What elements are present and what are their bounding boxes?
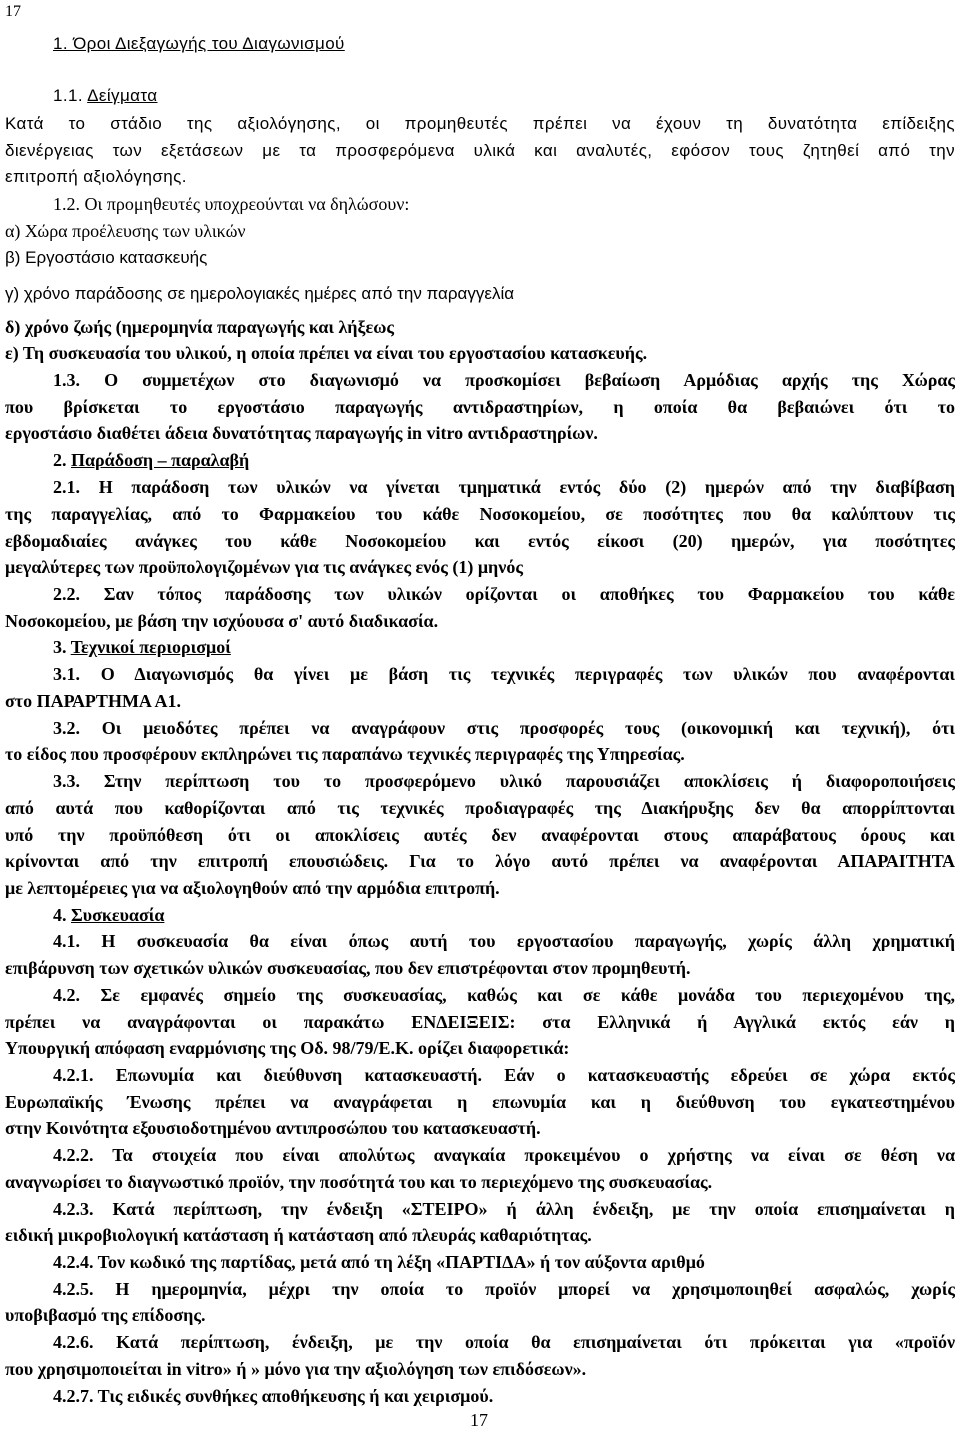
- text-line: [0, 219, 960, 243]
- text-segment: Δείγματα: [87, 86, 158, 105]
- text-segment: διενέργειας των εξετάσεων με τα προσφερόμενα υλικά και αναλυτές, εφόσον τους ζητηθεί από την: [5, 141, 955, 160]
- text-line: [0, 32, 960, 56]
- text-line: [0, 1277, 960, 1301]
- text-line-content: [5, 1357, 586, 1381]
- text-line: [0, 929, 960, 953]
- text-line-content: [5, 529, 955, 553]
- text-line-content: [53, 32, 345, 56]
- text-line: [0, 341, 960, 365]
- text-line: [0, 662, 960, 686]
- text-segment: Ευρωπαϊκής Ένωσης πρέπει να αναγράφεται η επωνυμία και η διεύθυνση του εγκατεστημένου: [5, 1092, 955, 1112]
- text-segment: γ) χρόνο παράδοσης σε ημερολογιακές ημέρες από την παραγγελία: [5, 284, 515, 303]
- text-line: [0, 609, 960, 633]
- text-segment: α) Χώρα προέλευσης των υλικών: [5, 221, 246, 241]
- text-line-content: [5, 315, 394, 339]
- text-line-content: [5, 341, 647, 365]
- text-segment: Συσκευασία: [71, 905, 165, 925]
- text-segment: Παράδοση – παραλαβή: [71, 450, 250, 470]
- text-segment: 1.1.: [53, 86, 88, 105]
- text-line-content: [53, 1197, 955, 1221]
- text-line: [0, 502, 960, 526]
- text-line: [0, 84, 960, 108]
- text-line-content: [53, 1277, 955, 1301]
- text-segment: 4.2.1. Επωνυμία και διεύθυνση κατασκευαστή. Εάν ο κατασκευαστής εδρεύει σε χώρα εκτός: [53, 1065, 955, 1085]
- text-line-content: [5, 876, 500, 900]
- text-segment: 3.1. Ο Διαγωνισμός θα γίνει με βάση τις τεχνικές περιγραφές των υλικών που αναφέρονται: [53, 664, 955, 684]
- text-line: [0, 742, 960, 766]
- text-line: [0, 716, 960, 740]
- text-segment: Τεχνικοί περιορισμοί: [70, 637, 231, 657]
- text-segment: από αυτά που καθορίζονται από τις τεχνικές προδιαγραφές της Διακήρυξης δεν θα απορρίπτονται: [5, 798, 955, 818]
- text-line: [0, 1090, 960, 1114]
- text-line: [0, 769, 960, 793]
- text-segment: της παραγγελίας, από το Φαρμακείου του κάθε Νοσοκομείου, σε ποσότητες που θα καλύπτουν τις: [5, 504, 955, 524]
- text-segment: 4.2.3. Κατά περίπτωση, την ένδειξη «ΣΤΕΙΡΟ» ή άλλη ένδειξη, με την οποία επισημαίνεται η: [53, 1199, 955, 1219]
- text-line-content: [5, 956, 691, 980]
- text-line: [0, 1250, 960, 1274]
- text-line: [0, 1303, 960, 1327]
- text-segment: 4.: [53, 905, 71, 925]
- text-line: [0, 849, 960, 873]
- text-line: [0, 1384, 960, 1408]
- text-line: [0, 246, 960, 270]
- text-line: [0, 823, 960, 847]
- text-line: [0, 282, 960, 306]
- text-line: [0, 315, 960, 339]
- text-segment: ειδική μικροβιολογική κατάσταση ή κατάσταση από πλευράς καθαριότητας.: [5, 1225, 592, 1245]
- text-line-content: [53, 1330, 955, 1354]
- text-line-content: [53, 1143, 955, 1167]
- text-segment: 1.3. Ο συμμετέχων στο διαγωνισμό να προσκομίσει βεβαίωση Αρμόδιας αρχής της Χώρας: [53, 370, 955, 390]
- text-line: [0, 796, 960, 820]
- text-line: [0, 1010, 960, 1034]
- text-line: [0, 368, 960, 392]
- text-segment: μεγαλύτερες των προϋπολογιζομένων για τις ανάγκες ενός (1) μηνός: [5, 557, 523, 577]
- text-segment: 3.2. Οι μειοδότες πρέπει να αναγράφουν στις προσφορές τους (οικονομική και τεχνική), ότι: [53, 718, 955, 738]
- text-line: [0, 395, 960, 419]
- text-line-content: [5, 282, 514, 306]
- text-line: [0, 1036, 960, 1060]
- text-line-content: [53, 368, 955, 392]
- text-line-content: [5, 823, 955, 847]
- text-line-content: [53, 1063, 955, 1087]
- text-line: [0, 448, 960, 472]
- text-line-content: [5, 1036, 569, 1060]
- text-line-content: [5, 796, 955, 820]
- text-segment: 4.1. Η συσκευασία θα είναι όπως αυτή του εργοστασίου παραγωγής, χωρίς άλλη χρηματική: [53, 931, 955, 951]
- text-line-content: [5, 246, 207, 270]
- text-line-content: [5, 421, 598, 445]
- text-segment: 3.: [53, 637, 71, 657]
- text-segment: Νοσοκομείου, με βάση την ισχύουσα σ' αυτό διαδικασία.: [5, 611, 439, 631]
- text-line-content: [5, 502, 955, 526]
- text-line-content: [5, 742, 685, 766]
- text-segment: που χρησιμοποιείται in vitro» ή » μόνο για την αξιολόγηση των επιδόσεων».: [5, 1359, 587, 1379]
- text-line-content: [53, 582, 955, 606]
- text-segment: β) Εργοστάσιο κατασκευής: [5, 248, 208, 267]
- page-number-bottom: 17: [470, 1410, 488, 1430]
- text-segment: 4.2.5. Η ημερομηνία, μέχρι την οποία το προϊόν μπορεί να χρησιμοποιηθεί ασφαλώς, χωρίς: [53, 1279, 955, 1299]
- text-line-content: [5, 849, 955, 873]
- text-line: [0, 876, 960, 900]
- text-segment: Κατά το στάδιο της αξιολόγησης, οι προμηθευτές πρέπει να έχουν τη δυνατότητα επίδειξης: [5, 114, 955, 133]
- text-segment: 2.: [53, 450, 71, 470]
- text-line: [0, 1330, 960, 1354]
- text-line: [0, 956, 960, 980]
- text-line: [0, 555, 960, 579]
- text-line: [0, 1116, 960, 1140]
- text-segment: αναγνωρίσει το διαγνωστικό προϊόν, την ποσότητά του και το περιεχόμενο της συσκευασίας.: [5, 1172, 713, 1192]
- text-segment: που βρίσκεται το εργοστάσιο παραγωγής αντιδραστηρίων, η οποία θα βεβαιώνει ότι το: [5, 397, 955, 417]
- text-line: [0, 1197, 960, 1221]
- text-line-content: [53, 769, 955, 793]
- text-segment: 4.2.2. Τα στοιχεία που είναι απολύτως αναγκαία προκειμένου ο χρήστης να είναι σε θέση να: [53, 1145, 955, 1165]
- text-segment: επιτροπή αξιολόγησης.: [5, 167, 187, 186]
- text-segment: με λεπτομέρειες για να αξιολογηθούν από την αρμόδια επιτροπή.: [5, 878, 500, 898]
- text-segment: εβδομαδιαίες ανάγκες του κάθε Νοσοκομείου και εντός είκοσι (20) ημερών, για ποσότητες: [5, 531, 955, 551]
- text-line-content: [53, 192, 409, 216]
- text-line-content: [53, 929, 955, 953]
- page-number-top: 17: [5, 3, 21, 20]
- text-line-content: [5, 1223, 592, 1247]
- text-line-content: [5, 1170, 712, 1194]
- text-line: [0, 582, 960, 606]
- text-segment: 1. Όροι Διεξαγωγής του Διαγωνισμού: [53, 34, 345, 53]
- text-segment: 4.2. Σε εμφανές σημείο της συσκευασίας, καθώς και σε κάθε μονάδα του περιεχομένου της,: [53, 985, 955, 1005]
- text-line-content: [5, 395, 955, 419]
- text-line-content: [5, 555, 523, 579]
- text-line: [0, 192, 960, 216]
- text-line-content: [53, 1250, 705, 1274]
- text-segment: ε) Τη συσκευασία του υλικού, η οποία πρέπει να είναι του εργοστασίου κατασκευής.: [5, 343, 648, 363]
- text-segment: 4.2.6. Κατά περίπτωση, ένδειξη, με την οποία θα επισημαίνεται ότι πρόκειται για «προϊόν: [53, 1332, 955, 1352]
- text-line: [0, 139, 960, 163]
- text-line-content: [53, 1384, 493, 1408]
- text-segment: 2.2. Σαν τόπος παράδοσης των υλικών ορίζονται οι αποθήκες του Φαρμακείου του κάθε: [53, 584, 955, 604]
- text-line-content: [53, 903, 164, 927]
- text-line-content: [53, 635, 231, 659]
- text-line: [0, 1143, 960, 1167]
- text-segment: 1.2. Οι προμηθευτές υποχρεούνται να δηλώσουν:: [53, 194, 410, 214]
- text-segment: πρέπει να αναγράφονται οι παρακάτω ΕΝΔΕΙΞΕΙΣ: στα Ελληνικά ή Αγγλικά εκτός εάν η: [5, 1012, 955, 1032]
- text-line-content: [5, 219, 246, 243]
- text-line: [0, 983, 960, 1007]
- text-line: [0, 635, 960, 659]
- text-line: [0, 529, 960, 553]
- text-segment: 2.1. Η παράδοση των υλικών να γίνεται τμηματικά εντός δύο (2) ημερών από την διαβίβαση: [53, 477, 955, 497]
- text-segment: επιβάρυνση των σχετικών υλικών συσκευασίας, που δεν επιστρέφονται στον προμηθευτή.: [5, 958, 691, 978]
- text-line-content: [53, 662, 955, 686]
- text-segment: στο ΠΑΡΑΡΤΗΜΑ Α1.: [5, 691, 181, 711]
- text-line: [0, 165, 960, 189]
- text-segment: κρίνονται από την επιτροπή επουσιώδεις. Για το λόγο αυτό πρέπει να αναφέρονται ΑΠΑΡΑΙΤΗΤΑ: [5, 851, 955, 871]
- text-segment: το είδος που προσφέρουν εκπληρώνει τις παραπάνω τεχνικές περιγραφές της Υπηρεσίας.: [5, 744, 685, 764]
- text-line-content: [5, 1116, 541, 1140]
- text-line-content: [5, 689, 181, 713]
- text-segment: στην Κοινότητα εξουσιοδοτημένου αντιπροσώπου του κατασκευαστή.: [5, 1118, 541, 1138]
- text-line-content: [5, 139, 955, 163]
- text-line-content: [5, 1010, 955, 1034]
- text-line-content: [5, 1090, 955, 1114]
- text-segment: εργοστάσιο διαθέτει άδεια δυνατότητας παραγωγής in vitro αντιδραστηρίων.: [5, 423, 598, 443]
- text-line: [0, 1357, 960, 1381]
- text-segment: Υπουργική απόφαση εναρμόνισης της Οδ. 98/79/Ε.Κ. ορίζει διαφορετικά:: [5, 1038, 570, 1058]
- text-segment: 3.3. Στην περίπτωση του το προσφερόμενο υλικό παρουσιάζει αποκλίσεις ή διαφοροποιήσεις: [53, 771, 955, 791]
- text-line: [0, 1063, 960, 1087]
- text-line-content: [53, 983, 955, 1007]
- text-segment: δ) χρόνο ζωής (ημερομηνία παραγωγής και λήξεως: [5, 317, 394, 337]
- text-line: [0, 903, 960, 927]
- text-line-content: [5, 165, 187, 189]
- text-line-content: [53, 716, 955, 740]
- text-line: [0, 421, 960, 445]
- text-line-content: [53, 448, 249, 472]
- text-line: [0, 475, 960, 499]
- text-line-content: [53, 475, 955, 499]
- text-line: [0, 1223, 960, 1247]
- text-segment: 4.2.4. Τον κωδικό της παρτίδας, μετά από τη λέξη «ΠΑΡΤΙΔΑ» ή τον αύξοντα αριθμό: [53, 1252, 705, 1272]
- text-line-content: [5, 112, 955, 136]
- text-segment: 4.2.7. Τις ειδικές συνθήκες αποθήκευσης ή και χειρισμού.: [53, 1386, 494, 1406]
- text-line-content: [53, 84, 157, 108]
- text-line: [0, 112, 960, 136]
- text-line: [0, 689, 960, 713]
- text-line-content: [5, 609, 438, 633]
- text-line-content: [5, 1303, 206, 1327]
- text-segment: υπό την προϋπόθεση ότι οι αποκλίσεις αυτές δεν αναφέρονται στους απαράβατους όρους και: [5, 825, 955, 845]
- text-segment: υποβιβασμό της επίδοσης.: [5, 1305, 206, 1325]
- text-line: [0, 1170, 960, 1194]
